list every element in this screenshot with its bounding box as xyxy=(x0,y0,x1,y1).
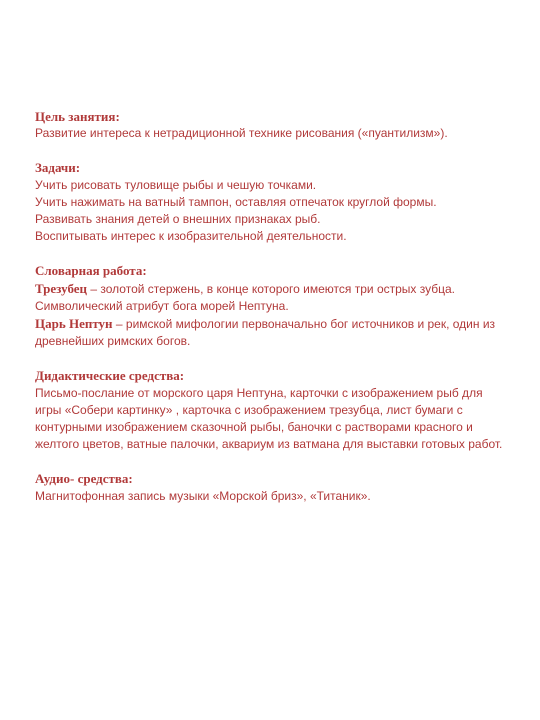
vocabulary-entry xyxy=(35,280,505,315)
goal-heading: Цель занятия: xyxy=(35,109,120,124)
vocabulary-entry xyxy=(35,315,505,350)
audio-text: Магнитофонная запись музыки «Морской бриз», «Титаник». xyxy=(35,488,371,503)
goal-section xyxy=(35,108,505,142)
audio-section xyxy=(35,470,505,504)
audio-heading: Аудио- средства: xyxy=(35,471,133,487)
task-item: Учить рисовать туловище рыбы и чешую точками. xyxy=(35,177,317,192)
vocabulary-definition: – золотой стержень, в конце которого имеются три острых зубца. Символический атрибут бога морей Нептуна. xyxy=(35,281,456,313)
vocabulary-term: Трезубец xyxy=(35,280,88,296)
vocabulary-section xyxy=(35,262,505,350)
vocabulary-definition: – римской мифологии первоначально бог источников и рек, один из древнейших римских богов. xyxy=(35,317,496,349)
didactic-heading: Дидактические средства: xyxy=(35,368,185,384)
task-item: Учить нажимать на ватный тампон, оставляя отпечаток круглой формы. xyxy=(35,194,437,209)
vocabulary-heading: Словарная работа: xyxy=(35,263,147,279)
tasks-heading: Задачи: xyxy=(35,160,81,176)
tasks-section xyxy=(35,159,505,245)
didactic-section xyxy=(35,367,505,453)
vocabulary-term: Царь Нептун xyxy=(35,316,113,332)
document-page xyxy=(35,108,505,522)
task-item: Развивать знания детей о внешних признаках рыб. xyxy=(35,212,321,227)
task-item: Воспитывать интерес к изобразительной деятельности. xyxy=(35,229,347,244)
goal-text: Развитие интереса к нетрадиционной технике рисования («пуантилизм»). xyxy=(35,126,448,141)
didactic-text: Письмо-послание от морского царя Нептуна, карточки с изображением рыб для игры «Собери картинку» , карточка с изображением трезубца, лист бумаги с контурными изображением сказочной рыбы, баночки с растворами красного и желтого цветов, ватные палочки, аквариум из ватмана для выставки готовых работ. xyxy=(35,385,503,452)
